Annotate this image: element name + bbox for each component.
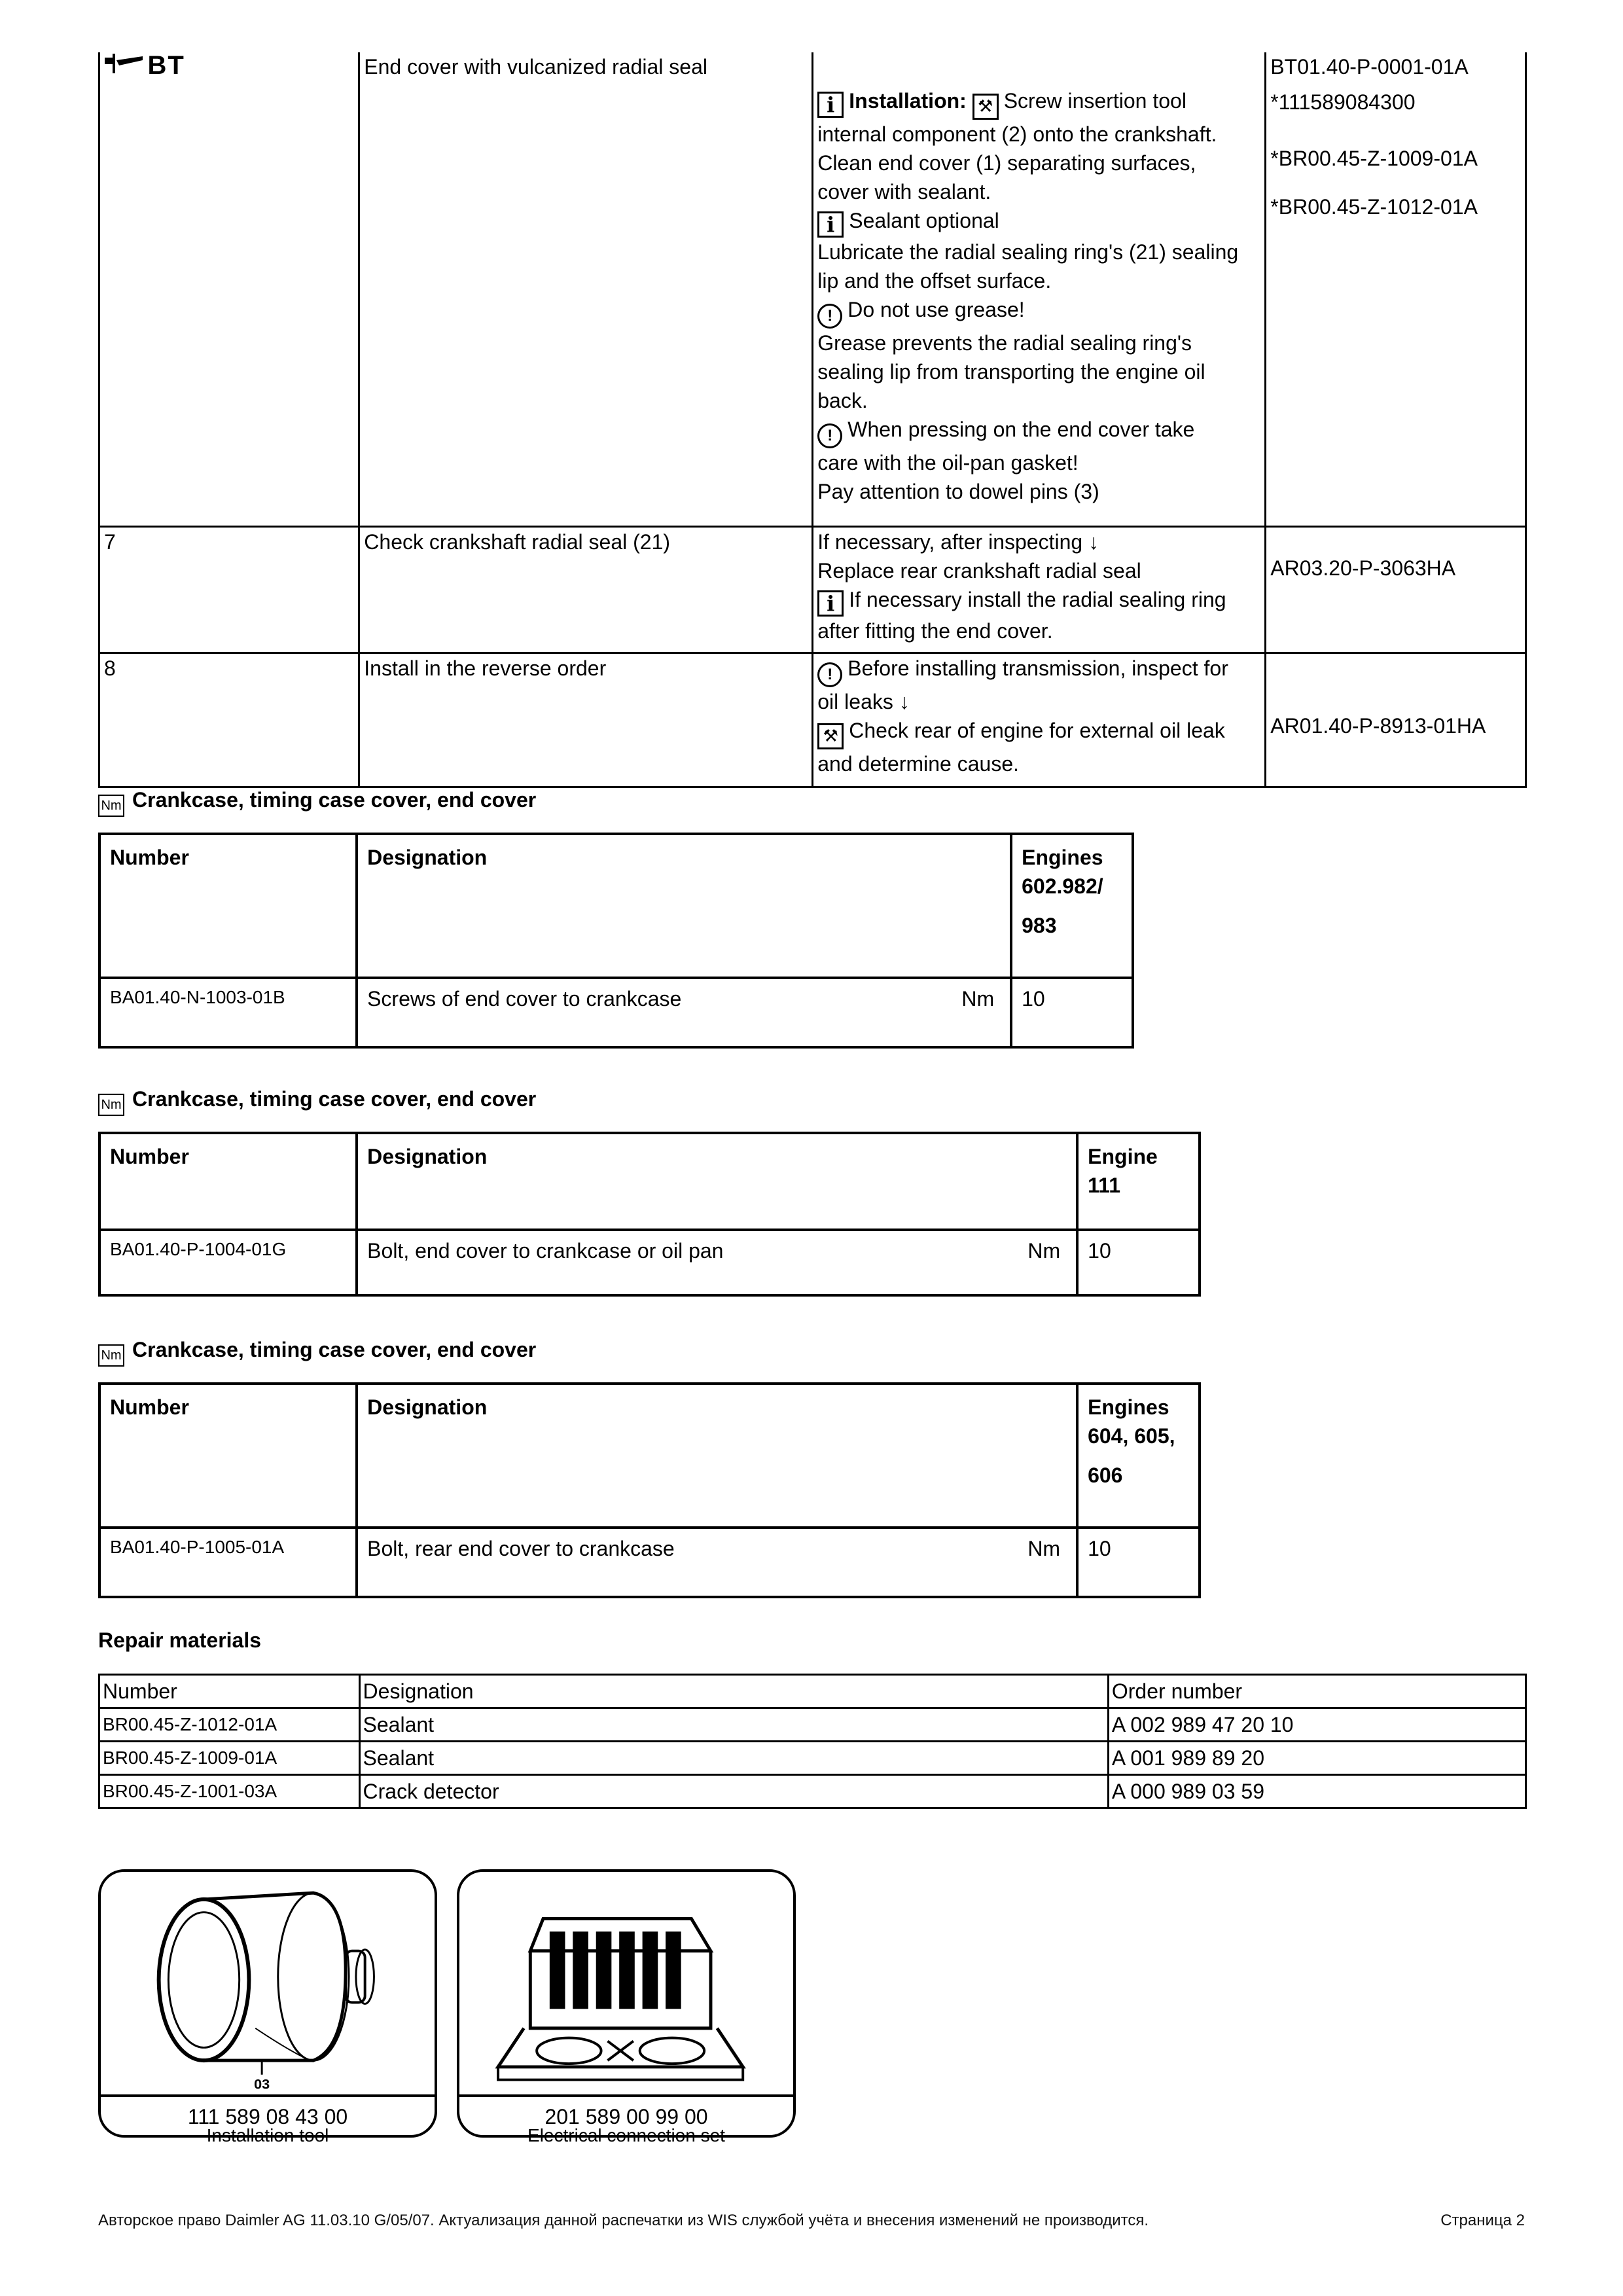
note-text: Lubricate the radial sealing ring's (21) sealing <box>817 240 1239 264</box>
installation-label: Installation: <box>849 89 967 113</box>
torque-icon: Nm <box>98 795 124 817</box>
note-text: oil leaks ↓ <box>817 689 910 713</box>
torque-number: BA01.40-P-1005-01A <box>99 1528 357 1597</box>
torque-table <box>98 833 1134 1049</box>
table-row <box>99 1528 1200 1597</box>
note-text: Screw insertion tool <box>1003 89 1186 113</box>
torque-icon: Nm <box>98 1094 124 1116</box>
note-text: Sealant optional <box>849 209 999 232</box>
col-designation: Designation <box>357 1133 1077 1230</box>
table-row <box>99 52 1526 526</box>
note-text: sealing lip from transporting the engine oil <box>817 360 1205 384</box>
step-marker: BT <box>147 51 185 80</box>
electrical-connection-set-image <box>459 1872 793 2092</box>
step-notes <box>813 52 1266 526</box>
table-row <box>99 653 1526 787</box>
tool-caption: Electrical connection set <box>527 2125 725 2145</box>
col-engine: Engines 602.982/ 983 <box>1011 834 1133 978</box>
step-marker-cell <box>99 52 359 526</box>
torque-value: 10 <box>1077 1230 1200 1295</box>
torque-heading-text: Crankcase, timing case cover, end cover <box>132 788 537 812</box>
wrench-icon: ⚒ <box>817 723 844 749</box>
pen-hand-icon <box>103 51 145 84</box>
torque-heading <box>98 1338 536 1367</box>
tool-part-number: 111 589 08 43 00 <box>101 2094 435 2136</box>
ref-link[interactable]: *111589084300 <box>1270 90 1416 114</box>
info-icon: i <box>817 590 844 617</box>
ref-link[interactable]: *BR00.45-Z-1009-01A <box>1270 147 1478 170</box>
table-row <box>99 1230 1200 1295</box>
repair-materials-heading: Repair materials <box>98 1628 262 1652</box>
step-notes <box>813 653 1266 787</box>
col-number: Number <box>99 1133 357 1230</box>
material-designation: Crack detector <box>359 1775 1108 1808</box>
step-action: Check crankshaft radial seal (21) <box>359 526 813 653</box>
torque-heading-text: Crankcase, timing case cover, end cover <box>132 1087 537 1111</box>
note-text: Before installing transmission, inspect for <box>847 656 1228 680</box>
material-number: BR00.45-Z-1009-01A <box>99 1742 360 1775</box>
torque-designation: Bolt, rear end cover to crankcase Nm <box>357 1528 1077 1597</box>
note-text: internal component (2) onto the crankshaft. <box>817 122 1217 146</box>
ref-link[interactable]: *BR00.45-Z-1012-01A <box>1270 195 1478 219</box>
table-row <box>99 1708 1526 1742</box>
tool-card[interactable] <box>457 1869 796 2138</box>
col-designation: Designation <box>357 1384 1077 1528</box>
col-designation: Designation <box>357 834 1011 978</box>
step-notes <box>813 526 1266 653</box>
warning-icon: ! <box>817 662 842 687</box>
note-text: Do not use grease! <box>847 298 1025 321</box>
note-text: Clean end cover (1) separating surfaces, <box>817 151 1196 175</box>
torque-number: BA01.40-N-1003-01B <box>99 978 357 1047</box>
note-text: cover with sealant. <box>817 180 991 204</box>
material-designation: Sealant <box>359 1708 1108 1742</box>
material-number: BR00.45-Z-1001-03A <box>99 1775 360 1808</box>
col-number: Number <box>99 1384 357 1528</box>
warning-icon: ! <box>817 304 842 329</box>
callout-label: 03 <box>254 2075 270 2092</box>
step-action: End cover with vulcanized radial seal <box>359 52 813 526</box>
note-text: and determine cause. <box>817 751 1019 776</box>
tool-card[interactable] <box>98 1869 437 2138</box>
tool-caption: Installation tool <box>206 2125 329 2145</box>
procedure-table <box>98 52 1527 788</box>
table-header <box>99 1675 1526 1708</box>
ref-link[interactable]: AR01.40-P-8913-01HA <box>1270 713 1486 738</box>
col-number: Number <box>99 834 357 978</box>
table-row <box>99 1742 1526 1775</box>
col-engine: Engines 604, 605, 606 <box>1077 1384 1200 1528</box>
step-action: Install in the reverse order <box>359 653 813 787</box>
note-text: Check rear of engine for external oil leak <box>849 718 1225 742</box>
torque-heading <box>98 788 536 817</box>
table-row <box>99 526 1526 653</box>
note-text: Replace rear crankshaft radial seal <box>817 558 1141 583</box>
table-row <box>99 1775 1526 1808</box>
installation-tool-image <box>101 1872 435 2092</box>
step-marker: 8 <box>99 653 359 787</box>
material-designation: Sealant <box>359 1742 1108 1775</box>
torque-icon: Nm <box>98 1344 124 1367</box>
torque-number: BA01.40-P-1004-01G <box>99 1230 357 1295</box>
torque-heading-text: Crankcase, timing case cover, end cover <box>132 1338 537 1361</box>
torque-designation: Bolt, end cover to crankcase or oil pan Nm <box>357 1230 1077 1295</box>
step-refs <box>1266 52 1526 526</box>
torque-designation: Screws of end cover to crankcase Nm <box>357 978 1011 1047</box>
note-text: back. <box>817 389 868 412</box>
material-order-number: A 002 989 47 20 10 <box>1108 1708 1525 1742</box>
note-text: care with the oil-pan gasket! <box>817 451 1079 475</box>
note-text: lip and the offset surface. <box>817 269 1052 293</box>
note-text: after fitting the end cover. <box>817 619 1053 643</box>
page-number: Страница 2 <box>1440 2212 1525 2229</box>
torque-heading <box>98 1087 536 1116</box>
ref-link[interactable]: AR03.20-P-3063HA <box>1270 556 1456 580</box>
info-icon: i <box>817 211 844 238</box>
torque-table <box>98 1132 1201 1297</box>
unit-label: Nm <box>961 987 995 1011</box>
note-text: When pressing on the end cover take <box>847 418 1195 441</box>
copyright-footer: Авторское право Daimler AG 11.03.10 G/05/07. Актуализация данной распечатки из WIS службой учёта и внесения изменений не производится. <box>98 2212 1149 2229</box>
ref-link[interactable]: BT01.40-P-0001-01A <box>1270 55 1469 79</box>
tool-part-number: 201 589 00 99 00 <box>459 2094 793 2136</box>
col-order-number: Order number <box>1108 1675 1525 1708</box>
torque-value: 10 <box>1011 978 1133 1047</box>
step-refs <box>1266 653 1526 787</box>
note-text: If necessary, after inspecting ↓ <box>817 529 1099 554</box>
col-designation: Designation <box>359 1675 1108 1708</box>
note-text: Pay attention to dowel pins (3) <box>817 480 1099 503</box>
table-row <box>99 978 1133 1047</box>
info-icon: i <box>817 92 844 118</box>
step-marker: 7 <box>99 526 359 653</box>
repair-materials-table <box>98 1674 1527 1809</box>
material-order-number: A 000 989 03 59 <box>1108 1775 1525 1808</box>
wrench-icon: ⚒ <box>972 94 999 120</box>
note-text: If necessary install the radial sealing ring <box>849 587 1226 611</box>
step-refs <box>1266 526 1526 653</box>
unit-label: Nm <box>1027 1537 1061 1560</box>
torque-value: 10 <box>1077 1528 1200 1597</box>
unit-label: Nm <box>1027 1239 1061 1263</box>
material-order-number: A 001 989 89 20 <box>1108 1742 1525 1775</box>
note-text: Grease prevents the radial sealing ring's <box>817 331 1192 355</box>
warning-icon: ! <box>817 423 842 448</box>
torque-table <box>98 1382 1201 1598</box>
material-number: BR00.45-Z-1012-01A <box>99 1708 360 1742</box>
col-number: Number <box>99 1675 360 1708</box>
col-engine: Engine 111 <box>1077 1133 1200 1230</box>
